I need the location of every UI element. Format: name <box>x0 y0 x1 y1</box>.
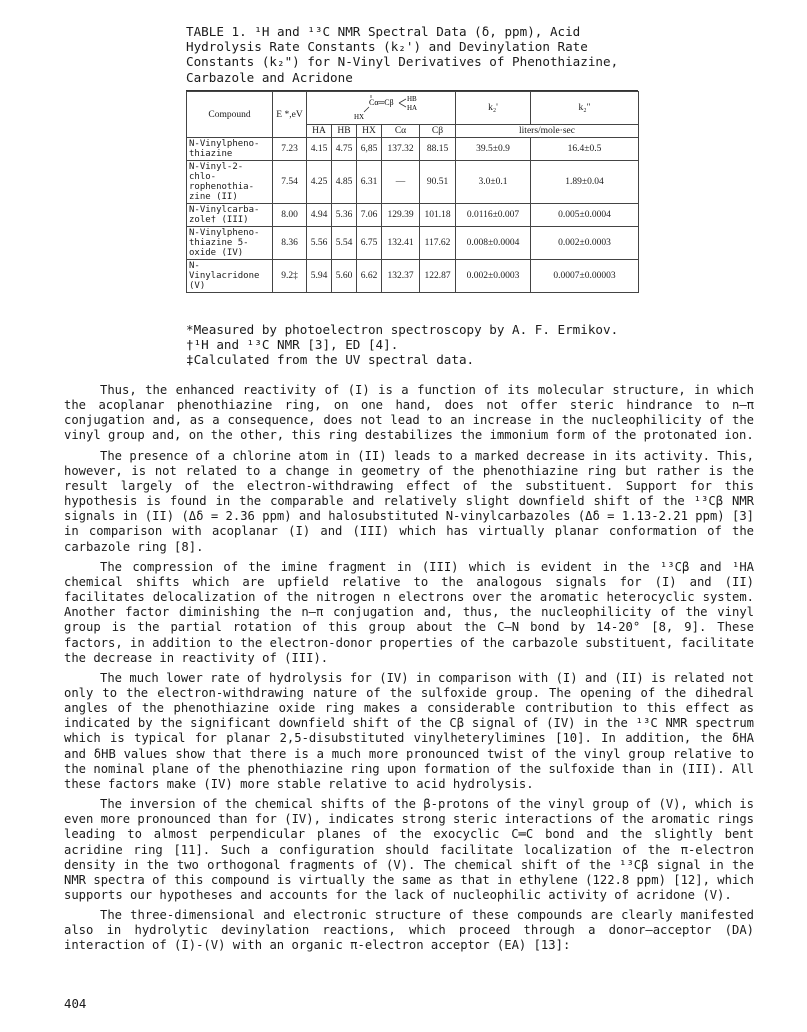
cell-ha: 5.56 <box>307 227 332 260</box>
cell-ha: 4.15 <box>307 138 332 161</box>
cell-hx: 6.75 <box>357 227 382 260</box>
cell-hb: 5.36 <box>332 204 357 227</box>
table-row <box>187 138 639 161</box>
header-k2: k₂" <box>531 92 639 125</box>
table-footnotes <box>186 322 746 367</box>
cell-e: 9.2‡ <box>273 260 307 293</box>
cell-k1: 0.0116±0.007 <box>456 204 531 227</box>
vinyl-structure-diagram <box>309 93 453 123</box>
body-text <box>64 383 754 959</box>
cell-k2: 0.005±0.0004 <box>531 204 639 227</box>
cell-compound: N-Vinylcarba- zole† (III) <box>187 204 273 227</box>
subheader-hx: HX <box>357 125 382 138</box>
cell-cb: 101.18 <box>420 204 456 227</box>
svg-text:HA: HA <box>407 104 418 112</box>
nmr-data-table <box>186 91 639 293</box>
cell-hb: 4.85 <box>332 161 357 204</box>
cell-k2: 16.4±0.5 <box>531 138 639 161</box>
footnote-nmr-ref: †¹H and ¹³C NMR [3], ED [4]. <box>186 337 399 352</box>
paragraph: The presence of a chlorine atom in (II) leads to a marked decrease in its activity. This, however, is not related to a change in geometry of the phenothiazine ring but rather is the result largely of the electron-withdrawing effect of the substituent. Support for this hypothesis is found in the comparable and relatively slight downfield shift of the ¹³Cβ NMR signals in (II) (Δδ = 2.36 ppm) and halosubstituted N-vinylcarbazoles (Δδ = 1.13-2.21 ppm) [3] in comparison with acoplanar (I) and (III) which has virtually planar conformation of the carbazole ring [8]. <box>64 448 754 554</box>
cell-k2: 0.002±0.0003 <box>531 227 639 260</box>
cell-k1: 0.008±0.0004 <box>456 227 531 260</box>
subheader-units: liters/mole·sec <box>456 125 639 138</box>
cell-hb: 4.75 <box>332 138 357 161</box>
table-row <box>187 227 639 260</box>
cell-hx: 7.06 <box>357 204 382 227</box>
header-row-main <box>187 92 639 125</box>
paragraph: Thus, the enhanced reactivity of (I) is a function of its molecular structure, in which the acoplanar phenothiazine ring, on one hand, does not offer steric hindrance to n—π conjugation and, as a consequence, does not lead to an increase in the nucleophilicity of the vinyl group and, on the other, this ring destabilizes the immonium form of the protonated ion. <box>64 383 754 443</box>
paragraph: The three-dimensional and electronic structure of these compounds are clearly manifested also in hydrolytic devinylation reactions, which proceed through a donor—acceptor (DA) interaction of (I)-(V) with an organic π-electron acceptor (EA) [13]: <box>64 908 754 953</box>
paragraph: The inversion of the chemical shifts of the β-protons of the vinyl group of (V), which is even more pronounced than for (IV), indicates strong steric interactions of the aromatic rings leading to almost perpendicular planes of the exocyclic C═C bond and the slightly bent acridine ring [11]. Such a configuration should facilitate localization of the π-electron density in the two orthogonal fragments of (V). The chemical shift of the ¹³Cβ signal in the NMR spectra of this compound is virtually the same as that in ethylene (122.8 ppm) [12], which supports our hypotheses and accounts for the lack of nucleophilic activity of acridone (V). <box>64 797 754 902</box>
svg-text:Cα═Cβ: Cα═Cβ <box>369 98 394 107</box>
cell-compound: N-Vinyl-2-chlo- rophenothia- zine (II) <box>187 161 273 204</box>
cell-compound: N-Vinylpheno- thiazine <box>187 138 273 161</box>
cell-k1: 0.002±0.0003 <box>456 260 531 293</box>
subheader-ha: HA <box>307 125 332 138</box>
cell-ha: 5.94 <box>307 260 332 293</box>
svg-text:HX: HX <box>354 113 365 121</box>
cell-ca: 137.32 <box>382 138 420 161</box>
cell-k1: 39.5±0.9 <box>456 138 531 161</box>
cell-cb: 90.51 <box>420 161 456 204</box>
paragraph: The much lower rate of hydrolysis for (IV) in comparison with (I) and (II) is related not only to the electron-withdrawing nature of the sulfoxide group. The opening of the dihedral angles of the phenothiazine oxide ring makes a considerable contribution to this effect as indicated by the significant downfield shift of the Cβ signal of (IV) in the ¹³C NMR spectrum which is typical for planar 2,5-disubstituted vinylheterylimines [10]. In addition, the δHA and δHB values show that there is a much more pronounced twist of the vinyl group relative to the nominal plane of the phenothiazine ring upon formation of the sulfoxide than in (III). All these factors make (IV) more stable relative to acid hydrolysis. <box>64 670 754 791</box>
page-number: 404 <box>64 996 87 1011</box>
subheader-ca: Cα <box>382 125 420 138</box>
cell-cb: 117.62 <box>420 227 456 260</box>
cell-e: 8.00 <box>273 204 307 227</box>
header-compound: Compound <box>187 92 273 138</box>
svg-text:HB: HB <box>407 95 417 103</box>
subheader-hb: HB <box>332 125 357 138</box>
cell-compound: N-Vinylpheno- thiazine 5- oxide (IV) <box>187 227 273 260</box>
cell-ca: 132.41 <box>382 227 420 260</box>
cell-hx: 6,85 <box>357 138 382 161</box>
cell-hb: 5.54 <box>332 227 357 260</box>
cell-k2: 1.89±0.04 <box>531 161 639 204</box>
cell-hx: 6.31 <box>357 161 382 204</box>
cell-hx: 6.62 <box>357 260 382 293</box>
nmr-data-table-wrap <box>186 90 638 293</box>
header-k1: k₂' <box>456 92 531 125</box>
header-structure <box>307 92 456 125</box>
vinyl-structure-svg <box>309 93 459 123</box>
cell-e: 8.36 <box>273 227 307 260</box>
cell-ca: — <box>382 161 420 204</box>
table-body <box>187 138 639 293</box>
cell-compound: N-Vinylacridone (V) <box>187 260 273 293</box>
footnote-calculated: ‡Calculated from the UV spectral data. <box>186 352 475 367</box>
cell-ha: 4.94 <box>307 204 332 227</box>
paragraph: The compression of the imine fragment in (III) which is evident in the ¹³Cβ and ¹HA chemical shifts which are upfield relative to the analogous signals for (I) and (II) facilitates delocalization of the nitrogen n electrons over the aromatic heterocyclic system. Another factor diminishing the n—π conjugation and, thus, the nucleophilicity of the vinyl group is the partial rotation of this group about the C—N bond by 14-20° [8, 9]. These factors, in addition to the electron-donor properties of the carbazole substituent, facilitate the decrease in reactivity of (III). <box>64 559 754 665</box>
cell-k2: 0.0007±0.00003 <box>531 260 639 293</box>
cell-ca: 132.37 <box>382 260 420 293</box>
table-row <box>187 260 639 293</box>
cell-e: 7.54 <box>273 161 307 204</box>
footnote-measured: *Measured by photoelectron spectroscopy by A. F. Ermikov. <box>186 322 619 337</box>
cell-hb: 5.60 <box>332 260 357 293</box>
cell-ha: 4.25 <box>307 161 332 204</box>
cell-cb: 122.87 <box>420 260 456 293</box>
header-e: E *,eV <box>273 92 307 138</box>
cell-ca: 129.39 <box>382 204 420 227</box>
table-row <box>187 161 639 204</box>
cell-cb: 88.15 <box>420 138 456 161</box>
table-caption: TABLE 1. ¹H and ¹³C NMR Spectral Data (δ, ppm), Acid Hydrolysis Rate Constants (k₂') and Devinylation Rate Constants (k₂") for N-Vinyl Derivatives of Phenothiazine, Carbazole and Acridone <box>186 24 619 85</box>
subheader-cb: Cβ <box>420 125 456 138</box>
table-row <box>187 204 639 227</box>
cell-e: 7.23 <box>273 138 307 161</box>
cell-k1: 3.0±0.1 <box>456 161 531 204</box>
